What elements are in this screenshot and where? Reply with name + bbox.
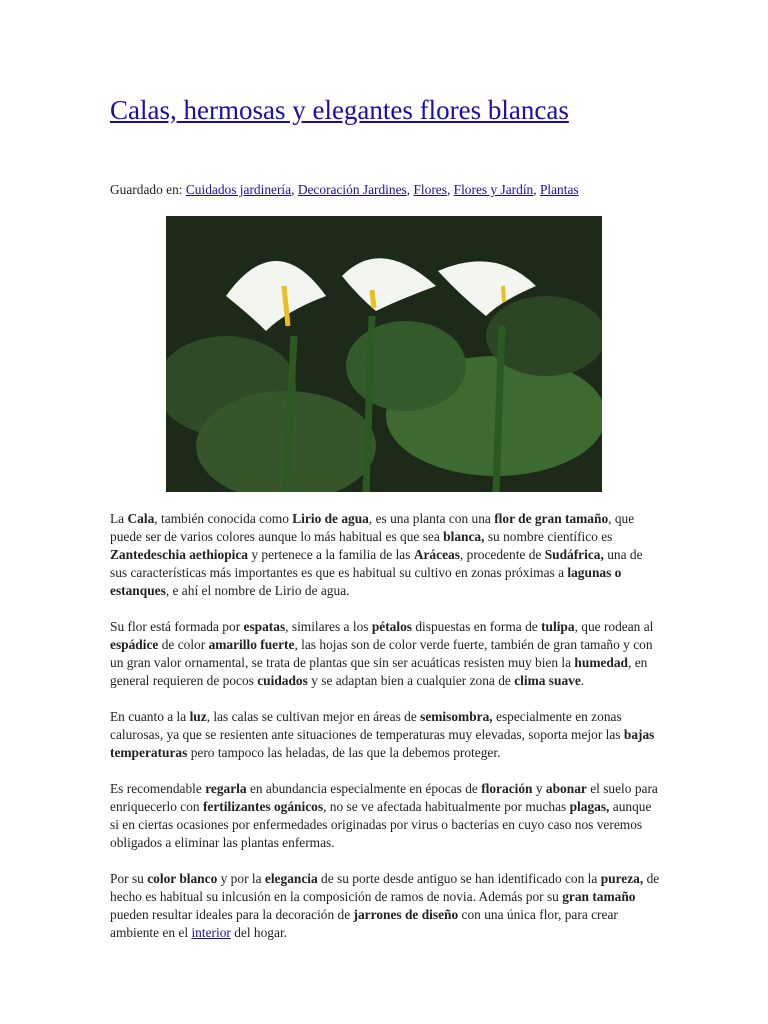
bold-term: abonar (545, 781, 587, 796)
paragraph (110, 618, 660, 690)
tag-link[interactable]: Flores (413, 182, 447, 197)
text-run: y se adaptan bien a cualquier zona de (307, 673, 515, 688)
text-run: Por su (110, 871, 148, 886)
text-run: de su porte desde antiguo se han identificado con la (317, 871, 601, 886)
tag-link[interactable]: Flores y Jardín (453, 182, 534, 197)
text-run: , e ahí el nombre de Lirio de agua. (165, 583, 350, 598)
text-run: Es recomendable (110, 781, 206, 796)
calla-lily-photo (166, 216, 602, 492)
text-run: La (110, 511, 128, 526)
text-run: y por la (217, 871, 265, 886)
text-run: su nombre científico es (484, 529, 613, 544)
tags-line (110, 181, 579, 199)
text-run: , las calas se cultivan mejor en áreas de (206, 709, 421, 724)
paragraph (110, 708, 660, 762)
text-run: , es una planta con una (368, 511, 495, 526)
text-run: , también conocida como (154, 511, 293, 526)
bold-term: pureza, (600, 871, 644, 886)
bold-term: elegancia (264, 871, 318, 886)
text-run: de hecho es habitual su inlcusión en la composición de ramos de novia. Además por su (110, 871, 660, 904)
page-title[interactable]: Calas, hermosas y elegantes flores blancas (110, 95, 569, 125)
text-run: y pertenece a la familia de las (248, 547, 414, 562)
text-run: el suelo para enriquecerlo con (110, 781, 658, 814)
bold-term: espádice (110, 637, 159, 652)
bold-term: semisombra, (420, 709, 493, 724)
tag-list: Cuidados jardinería, Decoración Jardines, Flores, Flores y Jardín, Plantas (185, 182, 579, 197)
text-run: dispuestas en forma de (412, 619, 542, 634)
bold-term: pétalos (371, 619, 413, 634)
bold-term: lagunas o estanques (110, 565, 622, 598)
bold-term: humedad (574, 655, 629, 670)
bold-term: luz (189, 709, 207, 724)
text-run: con una única flor, para crear ambiente en el (110, 907, 618, 940)
text-run: , que puede ser de varios colores aunque lo más habitual es que sea (110, 511, 635, 544)
text-run: Su flor está formada por (110, 619, 244, 634)
text-run: en abundancia especialmente en épocas de (246, 781, 482, 796)
bold-term: floración (481, 781, 533, 796)
text-run: , no se ve afectada habitualmente por muchas (323, 799, 570, 814)
text-run: pueden resultar ideales para la decoración de (110, 907, 354, 922)
bold-term: bajas temperaturas (110, 727, 655, 760)
text-run: , en general requieren de pocos (110, 655, 648, 688)
tag-link[interactable]: Plantas (539, 182, 579, 197)
bold-term: Cala (127, 511, 155, 526)
text-run: , similares a los (285, 619, 372, 634)
tags-label: Guardado en: (110, 182, 186, 197)
bold-term: Lirio de agua (292, 511, 369, 526)
bold-term: tulipa (541, 619, 575, 634)
bold-term: fertilizantes ogánicos (202, 799, 324, 814)
bold-term: plagas, (569, 799, 610, 814)
tag-link[interactable]: Decoración Jardines (297, 182, 407, 197)
text-run: En cuanto a la (110, 709, 190, 724)
text-run: , procedente de (459, 547, 545, 562)
bold-term: Sudáfrica, (544, 547, 604, 562)
text-run: de color (158, 637, 209, 652)
text-run: . (580, 673, 585, 688)
bold-term: cuidados (257, 673, 308, 688)
paragraph (110, 780, 660, 852)
bold-term: flor de gran tamaño (494, 511, 609, 526)
article-body (110, 510, 660, 960)
text-run: del hogar. (230, 925, 288, 940)
bold-term: Zantedeschia aethiopica (110, 547, 248, 562)
text-run: y (532, 781, 546, 796)
text-run: aunque si en ciertas ocasiones por enfermedades originadas por virus o bacterias en cuyo caso nos veremos obligados a eliminar las plantas enfermas. (110, 799, 652, 850)
bold-term: blanca, (443, 529, 485, 544)
tag-link[interactable]: Cuidados jardinería (185, 182, 292, 197)
text-run: , que rodean al (574, 619, 654, 634)
text-run: especialmente en zonas calurosas, ya que se resienten ante situaciones de temperaturas muy elevadas, soporta mejor las (110, 709, 624, 742)
bold-term: regarla (205, 781, 247, 796)
bold-term: amarillo fuerte (208, 637, 295, 652)
bold-term: espatas (243, 619, 286, 634)
text-run: una de sus características más importantes es que es habitual su cultivo en zonas próximas a (110, 547, 643, 580)
bold-term: color blanco (147, 871, 218, 886)
bold-term: clima suave (514, 673, 581, 688)
inline-link[interactable]: interior (191, 925, 231, 940)
paragraph (110, 870, 660, 942)
text-run: pero tampoco las heladas, de las que la debemos proteger. (187, 745, 501, 760)
paragraph (110, 510, 660, 600)
bold-term: Aráceas (413, 547, 460, 562)
bold-term: jarrones de diseño (353, 907, 459, 922)
text-run: , las hojas son de color verde fuerte, también de gran tamaño y con un gran valor ornamental, se trata de plantas que sin ser acuáticas resisten muy bien la (110, 637, 653, 670)
bold-term: gran tamaño (562, 889, 636, 904)
